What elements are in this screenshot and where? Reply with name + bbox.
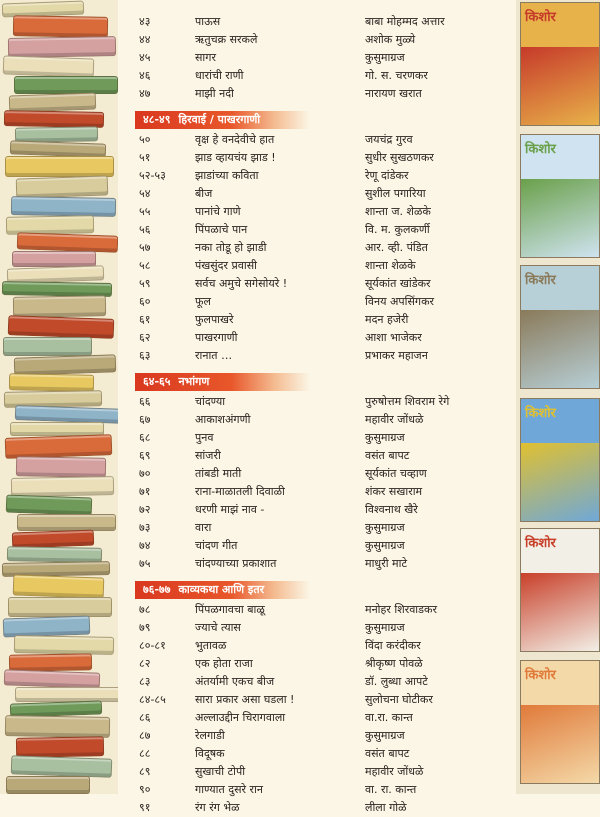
page-number: ८८ (139, 747, 151, 760)
author-name: कुसुमाग्रज (365, 539, 405, 552)
magazine-cover (520, 2, 600, 126)
magazine-cover (520, 660, 600, 784)
author-name: डॉ. लुब्धा आपटे (365, 675, 428, 688)
poem-title: वृक्ष हे वनदेवीचे हात (195, 133, 275, 146)
magazine-covers-strip (516, 0, 600, 794)
contents-row (135, 347, 510, 365)
page-number: ५९ (139, 277, 151, 290)
author-name: प्रभाकर महाजन (365, 349, 428, 362)
page-number: ९१ (139, 801, 151, 814)
poem-title: पिंपळाचे पान (195, 223, 248, 236)
poem-title: फुलपाखरे (195, 313, 234, 326)
magazine-cover-logo: किशोर (525, 142, 556, 157)
contents-row (135, 185, 510, 203)
section-header (135, 581, 310, 599)
contents-row (135, 411, 510, 429)
book-spine (9, 373, 94, 391)
author-name: रेणू दांडेकर (365, 169, 409, 182)
author-name: मदन हजेरी (365, 313, 409, 326)
poem-title: धारांची राणी (195, 69, 244, 82)
section-page-range: ६४-६५ (143, 375, 171, 388)
author-name: सुशील पगारिया (365, 187, 426, 200)
book-spine (11, 755, 113, 778)
page-number: ७० (139, 467, 151, 480)
poem-title: अंतर्यामी एकच बीज (195, 675, 275, 688)
page-number: ४७ (139, 87, 151, 100)
book-stack-illustration (0, 0, 118, 794)
contents-row (135, 203, 510, 221)
poem-title: बीज (195, 187, 213, 200)
poem-title: पानांचे गाणे (195, 205, 241, 218)
author-name: शान्ता ज. शेळके (365, 205, 431, 218)
page-number: ७४ (139, 539, 151, 552)
contents-row (135, 519, 510, 537)
poem-title: आकाशअंगणी (195, 413, 251, 426)
page-number: ७२ (139, 503, 151, 516)
page-number: ८२ (139, 657, 151, 670)
contents-row (135, 691, 510, 709)
contents-row (135, 483, 510, 501)
author-name: अशोक मुळ्ये (365, 33, 416, 46)
poem-title: सागर (195, 51, 216, 64)
page-number: ५१ (139, 151, 151, 164)
contents-row (135, 149, 510, 167)
poem-title: चांदण गीत (195, 539, 238, 552)
author-name: महावीर जोंधळे (365, 413, 424, 426)
magazine-cover-illustration (521, 705, 599, 783)
contents-row (135, 537, 510, 555)
magazine-cover-logo: किशोर (525, 536, 556, 551)
page-number: ६९ (139, 449, 151, 462)
poem-title: पाखरगाणी (195, 331, 238, 344)
page-number: ५६ (139, 223, 151, 236)
book-spine (16, 736, 104, 758)
poem-title: ऋतुचक्र सरकले (195, 33, 258, 46)
book-spine (8, 597, 112, 617)
poem-title: सर्वच अमुचे सगेसोयरे ! (195, 277, 288, 290)
author-name: जयचंद्र गुरव (365, 133, 413, 146)
poem-title: पाऊस (195, 15, 221, 28)
book-spine (13, 15, 108, 38)
section-header (135, 373, 310, 391)
author-name: वसंत बापट (365, 747, 410, 760)
page-number: ८९ (139, 765, 151, 778)
contents-row (135, 745, 510, 763)
author-name: विंदा करंदीकर (365, 639, 421, 652)
author-name: शान्ता शेळके (365, 259, 416, 272)
section-header (135, 111, 310, 129)
magazine-cover-logo: किशोर (525, 668, 556, 683)
page-number: ४६ (139, 69, 151, 82)
author-name: वि. म. कुलकर्णी (365, 223, 430, 236)
table-of-contents (135, 0, 510, 814)
author-name: मनोहर शिरवाडकर (365, 603, 437, 616)
page-number: ८०-८१ (139, 639, 166, 652)
page-number: ५५ (139, 205, 151, 218)
contents-row (135, 763, 510, 781)
contents-row (135, 393, 510, 411)
book-spine (14, 76, 118, 94)
poem-title: सांजरी (195, 449, 221, 462)
page-number: ४४ (139, 33, 151, 46)
contents-row (135, 447, 510, 465)
book-spine (16, 175, 109, 198)
page-number: ६० (139, 295, 151, 308)
poem-title: पंखसुंदर प्रवासी (195, 259, 258, 272)
magazine-cover (520, 265, 600, 389)
magazine-cover-illustration (521, 443, 599, 521)
book-spine (8, 315, 115, 339)
author-name: कुसुमाग्रज (365, 51, 405, 64)
magazine-cover-illustration (521, 310, 599, 388)
magazine-cover (520, 398, 600, 522)
contents-row (135, 221, 510, 239)
author-name: वसंत बापट (365, 449, 410, 462)
author-name: सुलोचना घोटीकर (365, 693, 433, 706)
contents-row (135, 67, 510, 85)
page-number: ५७ (139, 241, 151, 254)
magazine-cover-logo: किशोर (525, 273, 556, 288)
magazine-cover-illustration (521, 179, 599, 257)
book-spine (14, 354, 117, 376)
page-number: ७१ (139, 485, 151, 498)
book-spine (4, 110, 104, 128)
book-spine (8, 36, 116, 58)
poem-title: झाड व्हायचंय झाड ! (195, 151, 276, 164)
contents-row (135, 49, 510, 67)
section-page-range: ७६-७७ (143, 583, 171, 596)
contents-row (135, 31, 510, 49)
page-number: ५८ (139, 259, 151, 272)
author-name: लीला गोळे (365, 801, 407, 814)
author-name: शंकर सखाराम (365, 485, 423, 498)
page-number: ४५ (139, 51, 151, 64)
poem-title: नका तोडू हो झाडी (195, 241, 267, 254)
poem-title: पिंपळगावचा बाळू (195, 603, 265, 616)
magazine-cover (520, 528, 600, 652)
book-spine (5, 156, 114, 177)
author-name: आर. व्ही. पंडित (365, 241, 428, 254)
poem-title: माझी नदी (195, 87, 234, 100)
contents-row (135, 85, 510, 103)
contents-row (135, 13, 510, 31)
contents-row (135, 293, 510, 311)
poem-title: सुखाची टोपी (195, 765, 246, 778)
page-number: ५४ (139, 187, 151, 200)
author-name: कुसुमाग्रज (365, 521, 405, 534)
book-spine (5, 434, 113, 459)
book-spine (7, 546, 102, 563)
contents-row (135, 465, 510, 483)
poem-title: चांदण्याच्या प्रकाशात (195, 557, 277, 570)
poem-title: पुनव (195, 431, 214, 444)
contents-row (135, 555, 510, 573)
section-page-range: ४८-४९ (143, 113, 171, 126)
page-number: ६८ (139, 431, 151, 444)
magazine-cover (520, 134, 600, 258)
author-name: माधुरी माटे (365, 557, 408, 570)
contents-row (135, 637, 510, 655)
magazine-cover-logo: किशोर (525, 10, 556, 25)
contents-row (135, 673, 510, 691)
contents-row (135, 429, 510, 447)
book-spine (15, 687, 118, 702)
contents-row (135, 311, 510, 329)
page-number: ६७ (139, 413, 151, 426)
poem-title: वारा (195, 521, 212, 534)
book-spine (3, 55, 95, 77)
page-number: ७५ (139, 557, 151, 570)
book-spine (11, 196, 116, 217)
contents-row (135, 799, 510, 817)
author-name: सूर्यकांत खांडेकर (365, 277, 431, 290)
contents-row (135, 619, 510, 637)
magazine-cover-illustration (521, 573, 599, 651)
page-number: ५० (139, 133, 151, 146)
page-number: ७३ (139, 521, 151, 534)
book-spine (13, 574, 105, 598)
section-title: हिरवाई / पाखरगाणी (178, 113, 261, 126)
poem-title: धरणी माझं नाव - (195, 503, 265, 516)
page-number: ६१ (139, 313, 151, 326)
author-name: वा.रा. कान्त (365, 711, 413, 724)
author-name: कुसुमाग्रज (365, 431, 405, 444)
author-name: बाबा मोहम्मद अत्तार (365, 15, 445, 28)
author-name: आशा भाजेकर (365, 331, 422, 344)
book-spine (4, 669, 100, 688)
section-title: काव्यकथा आणि इतर (178, 583, 265, 596)
book-spine (12, 251, 96, 267)
poem-title: राना-माळातली दिवाळी (195, 485, 285, 498)
poem-title: भुतावळ (195, 639, 227, 652)
contents-row (135, 329, 510, 347)
contents-row (135, 131, 510, 149)
author-name: कुसुमाग्रज (365, 621, 405, 634)
author-name: सुधीर सुखठणकर (365, 151, 434, 164)
book-spine (16, 456, 106, 478)
poem-title: रंग रंग भेळ (195, 801, 240, 814)
contents-row (135, 655, 510, 673)
page-number: ८४-८५ (139, 693, 166, 706)
page-number: ६२ (139, 331, 151, 344)
magazine-cover-illustration (521, 47, 599, 125)
page-number: ८३ (139, 675, 151, 688)
poem-title: झाडांच्या कविता (195, 169, 259, 182)
author-name: श्रीकृष्ण पोवळे (365, 657, 423, 670)
poem-title: रेलगाडी (195, 729, 225, 742)
book-spine (6, 495, 93, 516)
contents-row (135, 167, 510, 185)
poem-title: तांबडी माती (195, 467, 242, 480)
book-spine (17, 232, 118, 253)
author-name: पुरुषोत्तम शिवराम रेगे (365, 395, 450, 408)
contents-row (135, 257, 510, 275)
poem-title: रानात … (195, 349, 233, 362)
page-number: ५२-५३ (139, 169, 166, 182)
author-name: वा. रा. कान्त (365, 783, 417, 796)
contents-row (135, 239, 510, 257)
page-number: ७८ (139, 603, 151, 616)
magazine-cover-logo: किशोर (525, 406, 556, 421)
author-name: विश्वनाथ खैरे (365, 503, 418, 516)
poem-title: फूल (195, 295, 211, 308)
author-name: सूर्यकांत चव्हाण (365, 467, 427, 480)
author-name: नारायण खरात (365, 87, 422, 100)
book-spine (13, 295, 106, 318)
contents-row (135, 781, 510, 799)
section-title: नभांगण (178, 375, 210, 388)
book-spine (11, 476, 114, 497)
page-number: ८७ (139, 729, 151, 742)
poem-title: विदूषक (195, 747, 225, 760)
book-spine (6, 776, 90, 794)
book-spine (14, 635, 114, 655)
author-name: गो. स. चरणकर (365, 69, 428, 82)
author-name: विनय अपसिंगकर (365, 295, 435, 308)
contents-row (135, 727, 510, 745)
book-spine (3, 337, 92, 356)
poem-title: एक होता राजा (195, 657, 253, 670)
page-number: ७९ (139, 621, 151, 634)
poem-title: चांदण्या (195, 395, 226, 408)
poem-title: गाण्यात दुसरे रान (195, 783, 263, 796)
author-name: महावीर जोंधळे (365, 765, 424, 778)
contents-row (135, 601, 510, 619)
contents-row (135, 275, 510, 293)
author-name: कुसुमाग्रज (365, 729, 405, 742)
page-number: ६३ (139, 349, 151, 362)
contents-row (135, 709, 510, 727)
book-spine (17, 514, 116, 531)
poem-title: ज्याचे त्यास (195, 621, 241, 634)
book-spine (5, 715, 110, 738)
poem-title: सारा प्रकार असा घडला ! (195, 693, 295, 706)
page-number: ८६ (139, 711, 151, 724)
contents-row (135, 501, 510, 519)
page-number: ४३ (139, 15, 151, 28)
poem-title: अल्लाउद्दीन चिरागवाला (195, 711, 286, 724)
page-number: ६६ (139, 395, 151, 408)
page-number: ९० (139, 783, 151, 796)
